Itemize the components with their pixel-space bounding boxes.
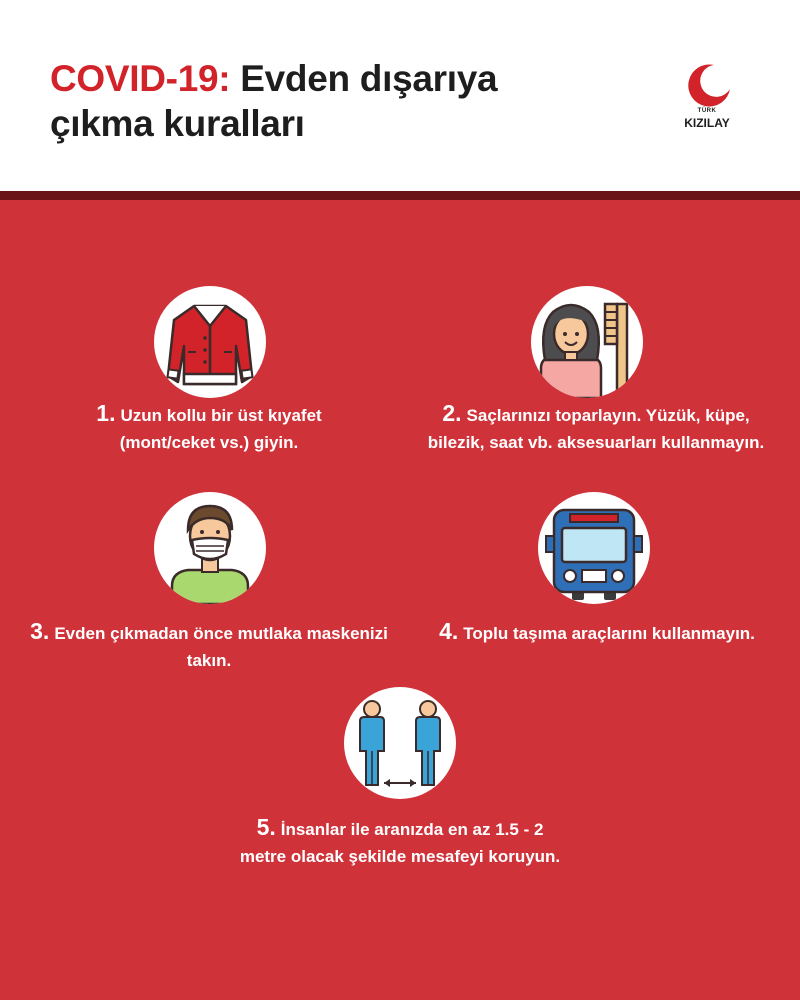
rule-5-number: 5. [256,814,276,840]
rule-1-text: Uzun kollu bir üst kıyafet (mont/ceket vs.) giyin. [119,406,322,452]
rules-panel [0,200,800,1000]
social-distance-icon [344,687,456,799]
rule-3-text: Evden çıkmadan önce mutlaka maskenizi takın. [54,624,388,670]
header-divider [0,191,800,200]
page-title [50,56,497,146]
bus-icon [538,492,650,604]
title-line-1 [50,56,497,101]
rule-1-number: 1. [96,400,116,426]
title-line-1-text: Evden dışarıya [240,58,498,99]
crescent-icon [672,62,742,108]
jacket-icon [154,286,266,398]
rule-5 [238,814,562,870]
rule-3-number: 3. [30,618,50,644]
rule-2-number: 2. [442,400,462,426]
rule-4-number: 4. [439,618,459,644]
rule-3 [30,618,388,674]
rule-5-text: İnsanlar ile aranızda en az 1.5 - 2 metre olacak şekilde mesafeyi koruyun. [239,820,561,866]
rule-2 [420,400,772,456]
rule-1 [50,400,368,456]
kizilay-logo [672,62,742,142]
woman-comb-icon [531,286,643,398]
header [0,0,800,191]
masked-man-icon [154,492,266,604]
logo-text-small: TÜRK [697,108,717,114]
title-line-2: çıkma kuralları [50,103,305,144]
rule-4 [424,618,770,647]
rule-2-text: Saçlarınızı toparlayın. Yüzük, küpe, bilezik, saat vb. aksesuarları kullanmayın. [427,406,765,452]
rule-4-text: Toplu taşıma araçlarını kullanmayın. [463,624,755,643]
title-accent: COVID-19: [50,58,231,99]
logo-text: KIZILAY [684,116,730,130]
